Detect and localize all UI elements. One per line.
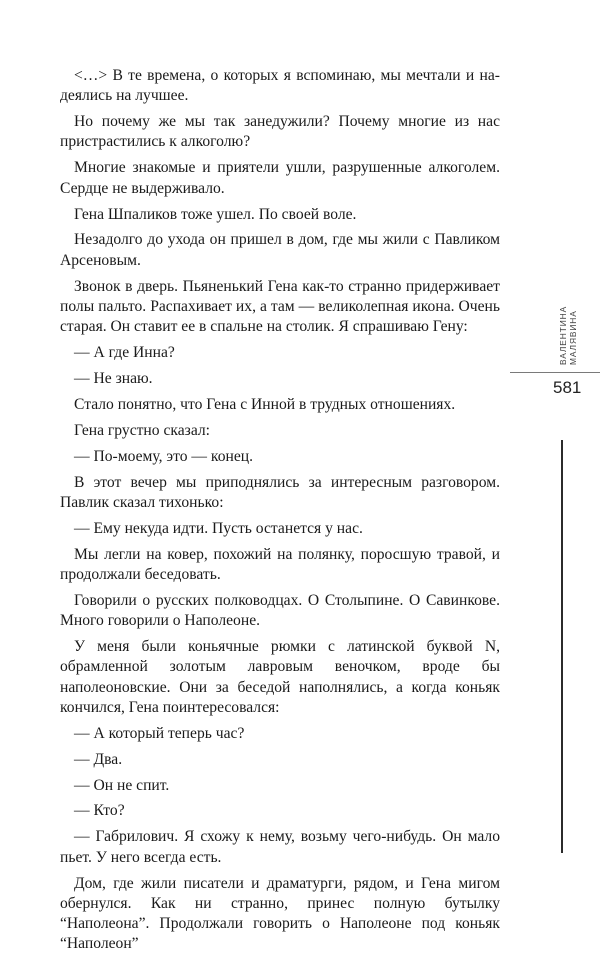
paragraph-2: Но почему же мы так занедужили? Почему многие из нас пристрастились к алкоголю? xyxy=(60,113,500,151)
author-last-name: МАЛЯВИНА xyxy=(567,310,578,365)
paragraph-5: Незадолго до ухода он пришел в дом, где мы жили с Павликом Арсеновым. xyxy=(60,231,500,269)
paragraph-8: — Не знаю. xyxy=(74,370,153,388)
paragraph-13: — Ему некуда идти. Пусть останется у нас. xyxy=(74,519,363,537)
paragraph-20: — Кто? xyxy=(74,802,125,820)
paragraph-17: — А который теперь час? xyxy=(74,724,245,742)
edge-bar xyxy=(561,440,563,853)
paragraph-1: <…> В те времена, о которых я вспоминаю, мы мечтали и надеялись на лучшее. xyxy=(60,67,500,105)
paragraph-12: В этот вечер мы приподнялись за интересным разговором. Павлик сказал тихонько: xyxy=(60,473,500,511)
paragraph-16: У меня были коньячные рюмки с латинской буквой N, обрамленной золотым лавровым веночком, вроде бы наполеоновские. Они за беседой наполнялись, а когда коньяк кончился, Гена поинтересовался: xyxy=(60,638,500,716)
paragraph-10: Гена грустно сказал: xyxy=(74,421,210,439)
paragraph-6: Звонок в дверь. Пьяненький Гена как-то странно придерживает полы пальто. Распахивает их, а там — великолепная икона. Очень старая. Он ставит ее в спальне на столик. Я спрашиваю Гену: xyxy=(60,277,500,336)
paragraph-21: — Габрилович. Я схожу к нему, возьму чего-нибудь. Он мало пьет. У него всегда есть. xyxy=(60,828,500,866)
paragraph-19: — Он не спит. xyxy=(74,776,170,794)
paragraph-22: Дом, где жили писатели и драматурги, рядом, и Гена мигом обернулся. Как ни странно, принес полную бутылку “Наполеона”. Продолжали говорить о Наполеоне под коньяк “Наполеон” xyxy=(60,874,500,953)
margin-rule xyxy=(510,372,600,373)
paragraph-14: Мы легли на ковер, похожий на полянку, поросшую травой, и продолжали беседовать. xyxy=(60,545,500,583)
paragraph-3: Многие знакомые и приятели ушли, разрушенные алкоголем. Сердце не выдерживало. xyxy=(60,159,500,197)
body-text xyxy=(60,66,500,960)
paragraph-7: — А где Инна? xyxy=(74,344,175,362)
page-number: 581 xyxy=(553,378,582,397)
paragraph-15: Говорили о русских полководцах. О Столыпине. О Савинкове. Много говорили о Наполеоне. xyxy=(60,591,500,630)
paragraph-11: — По-моему, это — конец. xyxy=(74,447,253,465)
running-head-author xyxy=(559,295,577,365)
author-first-name: ВАЛЕНТИНА xyxy=(558,305,568,365)
paragraph-9: Стало понятно, что Гена с Инной в трудных отношениях. xyxy=(74,395,456,413)
paragraph-4: Гена Шпаликов тоже ушел. По своей воле. xyxy=(74,205,357,223)
paragraph-18: — Два. xyxy=(74,750,123,768)
